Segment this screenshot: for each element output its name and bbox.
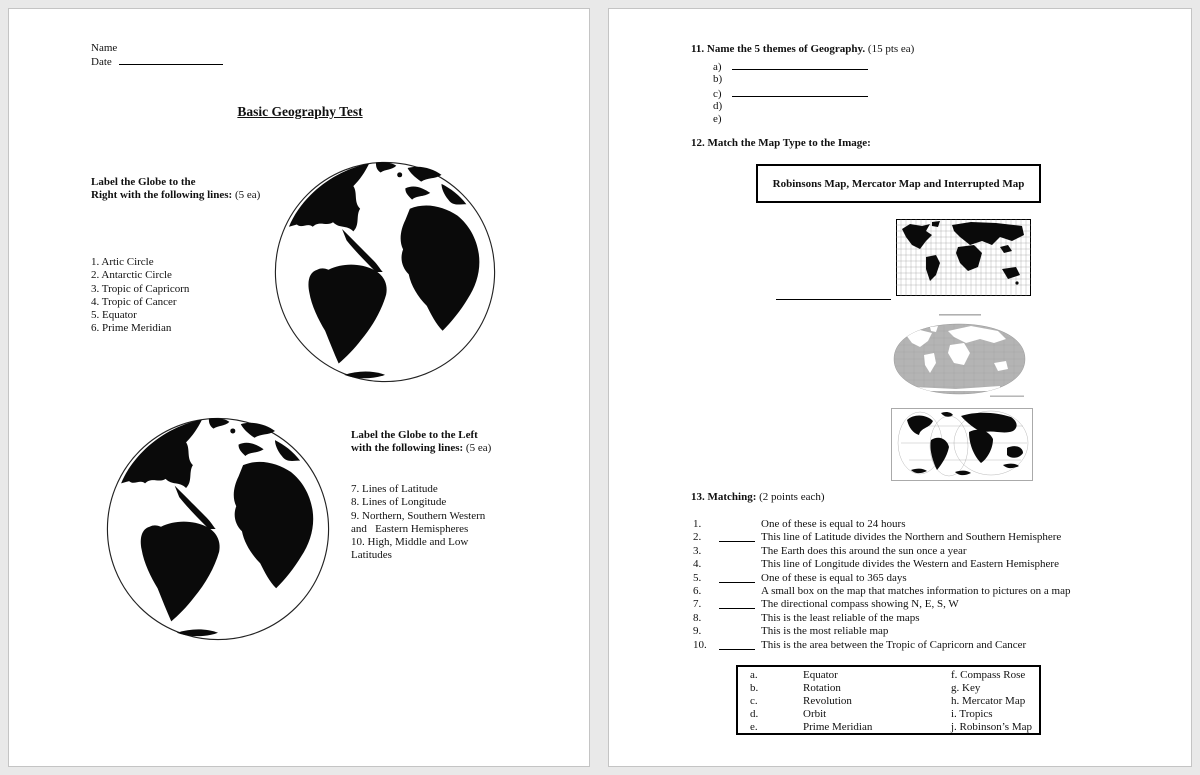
heading-line2: Right with the following lines:: [91, 189, 233, 202]
matching-row: [693, 598, 1070, 611]
list-item: 3. Tropic of Capricorn: [91, 282, 190, 295]
q11-option-row: [713, 87, 868, 100]
points-note: (5 ea): [234, 189, 261, 202]
matching-row: [693, 639, 1070, 652]
answer-bank-terms: [803, 669, 872, 734]
item-text: A small box on the map that matches information to pictures on a map: [761, 584, 1071, 597]
item-text: One of these is equal to 24 hours: [761, 518, 906, 530]
answer-blank: [719, 612, 755, 622]
item-number: 10.: [693, 638, 707, 651]
item-text: This is the area between the Tropic of Capricorn and Cancer: [761, 638, 1027, 651]
matching-row: [693, 612, 1070, 625]
name-label: Name: [91, 42, 118, 54]
item-number: 2.: [693, 531, 702, 544]
answer-term: f. Compass Rose: [951, 669, 1026, 681]
matching-row: [693, 625, 1070, 638]
points-note: (5 ea): [465, 442, 492, 455]
q13-points-note: (2 points each): [759, 491, 825, 503]
answer-blank: [719, 545, 755, 555]
item-number: 7.: [693, 598, 702, 611]
globe-right-items: [91, 256, 189, 336]
matching-row: [693, 585, 1070, 598]
robinson-map-image: [886, 307, 1033, 399]
date-row: [91, 55, 223, 69]
q11-option-row: [713, 73, 868, 86]
list-item: 6. Prime Meridian: [91, 322, 172, 335]
matching-row: [693, 572, 1070, 585]
item-text: The directional compass showing N, E, S, W: [761, 598, 959, 611]
list-item: and Eastern Hemispheres: [351, 522, 469, 535]
answer-bank-letters: [750, 669, 758, 734]
answer-letter: b.: [750, 682, 759, 695]
map-types-box: Robinsons Map, Mercator Map and Interrupted Map: [756, 164, 1041, 203]
interrupted-map-image: [891, 408, 1033, 481]
robinson-map-credit: [990, 396, 1024, 397]
answer-blank: [719, 585, 755, 595]
item-number: 1.: [693, 518, 702, 530]
answer-blank[interactable]: [732, 87, 868, 97]
q11-option-row: [713, 100, 868, 113]
item-number: 8.: [693, 611, 702, 624]
list-item: 10. High, Middle and Low: [351, 536, 469, 549]
item-text: This line of Longitude divides the Western and Eastern Hemisphere: [761, 558, 1059, 571]
list-item: 8. Lines of Longitude: [351, 496, 447, 509]
globe-left-heading: [351, 429, 566, 456]
answer-bank-box: [736, 665, 1041, 735]
item-text: This is the most reliable map: [761, 625, 889, 638]
answer-letter: a.: [750, 669, 758, 681]
list-item: 7. Lines of Latitude: [351, 483, 438, 495]
globe-left-items: [351, 483, 541, 563]
answer-term: Rotation: [803, 682, 841, 695]
item-number: 5.: [693, 571, 702, 584]
answer-term: i. Tropics: [951, 708, 993, 721]
item-number: 4.: [693, 558, 702, 571]
answer-blank: [719, 625, 755, 635]
matching-row: [693, 531, 1070, 544]
list-item: 4. Tropic of Cancer: [91, 295, 177, 308]
answer-term: Orbit: [803, 708, 827, 721]
answer-bank-right-column: [951, 669, 1032, 734]
q13-heading: [691, 491, 825, 504]
item-text: This is the least reliable of the maps: [761, 611, 920, 624]
answer-term: g. Key: [951, 682, 981, 695]
item-number: 3.: [693, 544, 702, 557]
list-item: 5. Equator: [91, 309, 137, 322]
matching-row: [693, 518, 1070, 531]
option-label: e): [713, 113, 722, 126]
answer-blank: [719, 518, 755, 528]
q11-heading: [691, 43, 914, 56]
answer-letter: c.: [750, 695, 758, 708]
list-item: 9. Northern, Southern Western: [351, 509, 486, 522]
answer-blank[interactable]: [719, 572, 755, 583]
q11-option-row: [713, 113, 868, 126]
q13-heading-text: 13. Matching:: [691, 491, 757, 503]
matching-row: [693, 545, 1070, 558]
heading-line1: Label the Globe to the Left: [351, 429, 478, 441]
answer-term: Revolution: [803, 695, 852, 708]
answer-term: j. Robinson’s Map: [951, 721, 1032, 734]
item-text: This line of Latitude divides the Northern and Southern Hemisphere: [761, 531, 1062, 544]
q11-points-note: (15 pts ea): [867, 43, 915, 55]
heading-line1: Label the Globe to the: [91, 176, 196, 188]
answer-blank[interactable]: [719, 598, 755, 609]
matching-row: [693, 558, 1070, 571]
answer-term: h. Mercator Map: [951, 695, 1026, 708]
globe-image-right: [272, 159, 498, 385]
date-label: Date: [91, 56, 112, 68]
item-number: 9.: [693, 625, 702, 638]
q11-options: [713, 60, 868, 126]
robinson-map-caption: [939, 314, 981, 316]
option-label: a): [713, 61, 722, 73]
answer-term: Equator: [803, 669, 838, 681]
q11-heading-text: 11. Name the 5 themes of Geography.: [691, 43, 866, 55]
right-page: [608, 8, 1192, 767]
globe-image-left: [104, 415, 332, 643]
q12-heading: 12. Match the Map Type to the Image:: [691, 137, 871, 149]
item-text: The Earth does this around the sun once a year: [761, 544, 967, 557]
list-item: 2. Antarctic Circle: [91, 269, 172, 282]
list-item: Latitudes: [351, 549, 392, 562]
document-title: Basic Geography Test: [237, 104, 363, 119]
left-page: [8, 8, 590, 767]
answer-letter: e.: [750, 721, 758, 734]
q13-items: [693, 518, 1070, 652]
map-answer-blank[interactable]: [776, 289, 891, 300]
option-label: d): [713, 99, 723, 112]
option-label: b): [713, 73, 723, 86]
answer-letter: d.: [750, 708, 759, 721]
list-item: 1. Artic Circle: [91, 256, 154, 268]
answer-term: Prime Meridian: [803, 721, 873, 734]
answer-blank[interactable]: [732, 60, 868, 70]
answer-blank: [719, 558, 755, 568]
option-label: c): [713, 87, 722, 100]
answer-blank[interactable]: [719, 639, 755, 650]
heading-line2: with the following lines:: [351, 442, 464, 455]
q11-option-row: [713, 60, 868, 73]
item-text: One of these is equal to 365 days: [761, 571, 907, 584]
date-blank[interactable]: [119, 55, 223, 65]
answer-blank[interactable]: [719, 531, 755, 542]
item-number: 6.: [693, 584, 702, 597]
mercator-map-image: [896, 219, 1031, 296]
